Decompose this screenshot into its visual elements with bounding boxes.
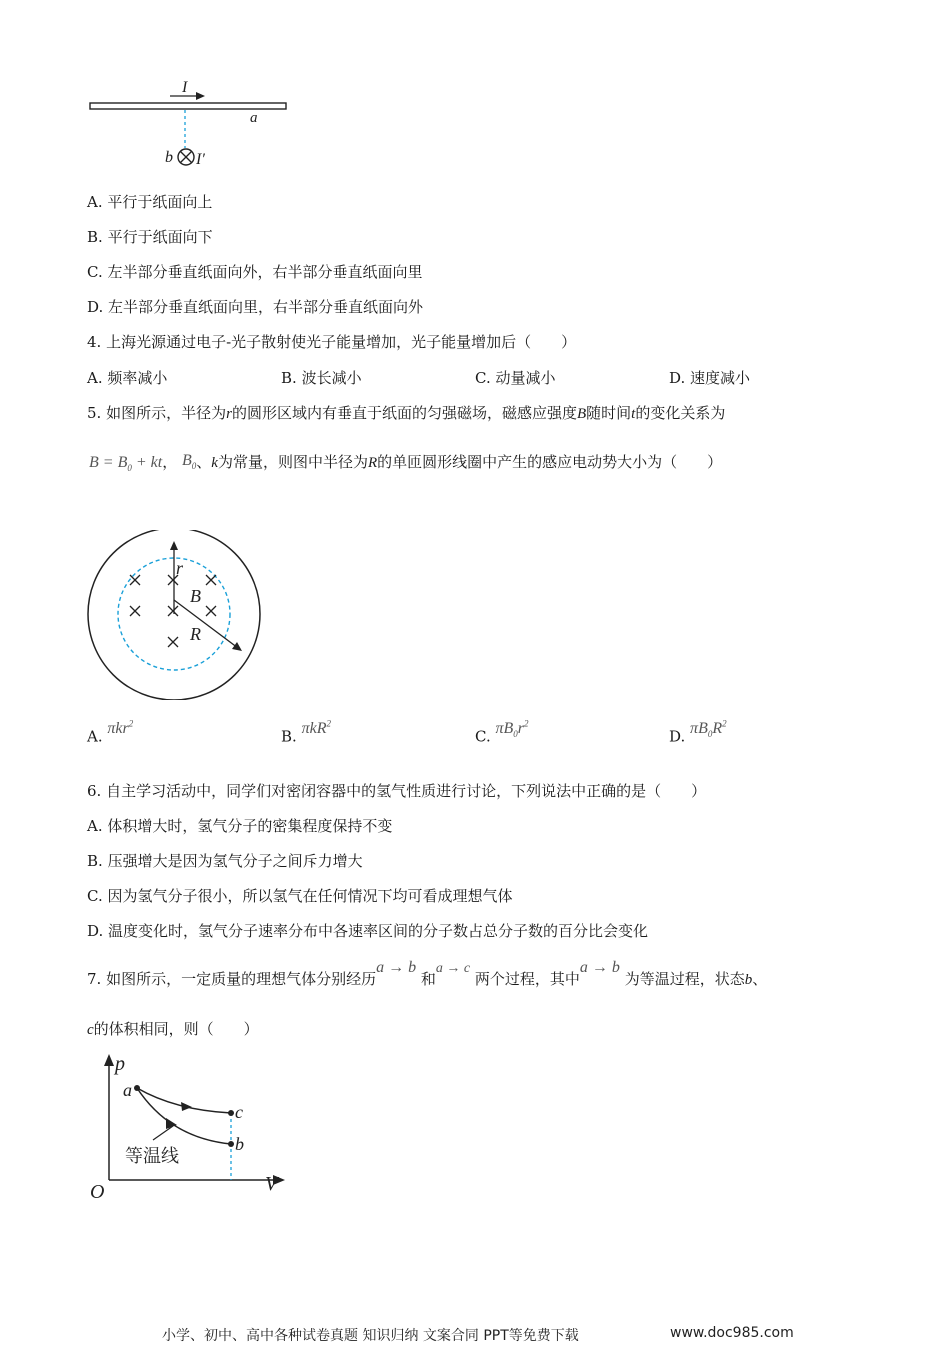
- q3-option-d[interactable]: D. 左半部分垂直纸面向里，右半部分垂直纸面向外: [87, 298, 424, 316]
- q6-option-d[interactable]: D. 温度变化时，氢气分子速率分布中各速率区间的分子数占总分子数的百分比会变化: [87, 922, 649, 940]
- q6-option-a[interactable]: A. 体积增大时，氢气分子的密集程度保持不变: [87, 817, 393, 835]
- q3-option-c[interactable]: C. 左半部分垂直纸面向外，右半部分垂直纸面向里: [87, 263, 423, 281]
- footer-text: 小学、初中、高中各种试卷真题 知识归纳 文案合同 PPT等免费下载: [162, 1328, 579, 1344]
- point-c: [228, 1110, 234, 1116]
- q4-option-a[interactable]: A. 频率减小: [87, 369, 168, 387]
- label-R: R: [190, 624, 201, 644]
- label-b: b: [235, 1134, 244, 1154]
- label-a: a: [123, 1080, 132, 1100]
- wire-bar: [90, 103, 286, 109]
- current2-label: I′: [196, 151, 205, 168]
- isotherm-a-b-curve: [137, 1088, 231, 1144]
- point-b: [228, 1141, 234, 1147]
- label-r: r: [176, 558, 184, 578]
- q5-option-c[interactable]: C. $\pi B_0r^2$: [475, 719, 529, 746]
- q4-option-c[interactable]: C. 动量减小: [475, 369, 556, 387]
- q7-stem-line2: c的体积相同，则（ ）: [87, 1020, 259, 1038]
- q4-stem: 4. 上海光源通过电子-光子散射使光子能量增加，光子能量增加后（ ）: [87, 333, 577, 351]
- isotherm-pointer: [153, 1126, 173, 1140]
- label-B: B: [190, 586, 201, 606]
- q6-option-b[interactable]: B. 压强增大是因为氢气分子之间斥力增大: [87, 852, 363, 870]
- point-a: [134, 1085, 140, 1091]
- q5-option-a[interactable]: A. πkr$^2$: [87, 719, 134, 746]
- footer-url[interactable]: www.doc985.com: [670, 1325, 794, 1341]
- q5-stem-line2: $B = B_0$ + kt， $B_0$、k为常量，则图中半径为R的单匝圆形线圈中产生的感应电动势大小为（ ）: [89, 452, 723, 474]
- q3-option-a[interactable]: A. 平行于纸面向上: [87, 193, 213, 211]
- point-b-label: b: [165, 149, 173, 166]
- isotherm-label: 等温线: [125, 1146, 179, 1166]
- q4-option-d[interactable]: D. 速度减小: [669, 369, 751, 387]
- q6-option-c[interactable]: C. 因为氢气分子很小，所以氢气在任何情况下均可看成理想气体: [87, 887, 513, 905]
- field-into-page-marks: [130, 575, 216, 647]
- q7-stem-line1: 7. 如图所示，一定质量的理想气体分别经历a → b 和a → c 两个过程，其中a → b 为等温过程，状态b、: [87, 959, 768, 988]
- current-arrowhead: [196, 92, 205, 100]
- wire-figure: [80, 75, 300, 175]
- q5-option-d[interactable]: D. $\pi B_0R^2$: [669, 719, 727, 746]
- q3-option-b[interactable]: B. 平行于纸面向下: [87, 228, 213, 246]
- current-label: I: [182, 79, 188, 96]
- pv-diagram: [85, 1050, 295, 1205]
- q6-stem: 6. 自主学习活动中，同学们对密闭容器中的氢气性质进行讨论，下列说法中正确的是（ ）: [87, 782, 707, 800]
- axis-p-label: p: [115, 1053, 125, 1075]
- q5-option-b[interactable]: B. πkR$^2$: [281, 719, 331, 746]
- point-a-label: a: [250, 110, 258, 126]
- q4-option-b[interactable]: B. 波长减小: [281, 369, 362, 387]
- magnetic-field-figure: [80, 530, 270, 700]
- axis-v-label: V: [265, 1173, 278, 1195]
- q5-stem-line1: 5. 如图所示，半径为r的圆形区域内有垂直于纸面的匀强磁场，磁感应强度B随时间t的变化关系为: [87, 404, 726, 422]
- origin-label: O: [90, 1181, 105, 1203]
- b-formula: $B = B_0$ + kt: [89, 454, 163, 474]
- label-c: c: [235, 1102, 243, 1122]
